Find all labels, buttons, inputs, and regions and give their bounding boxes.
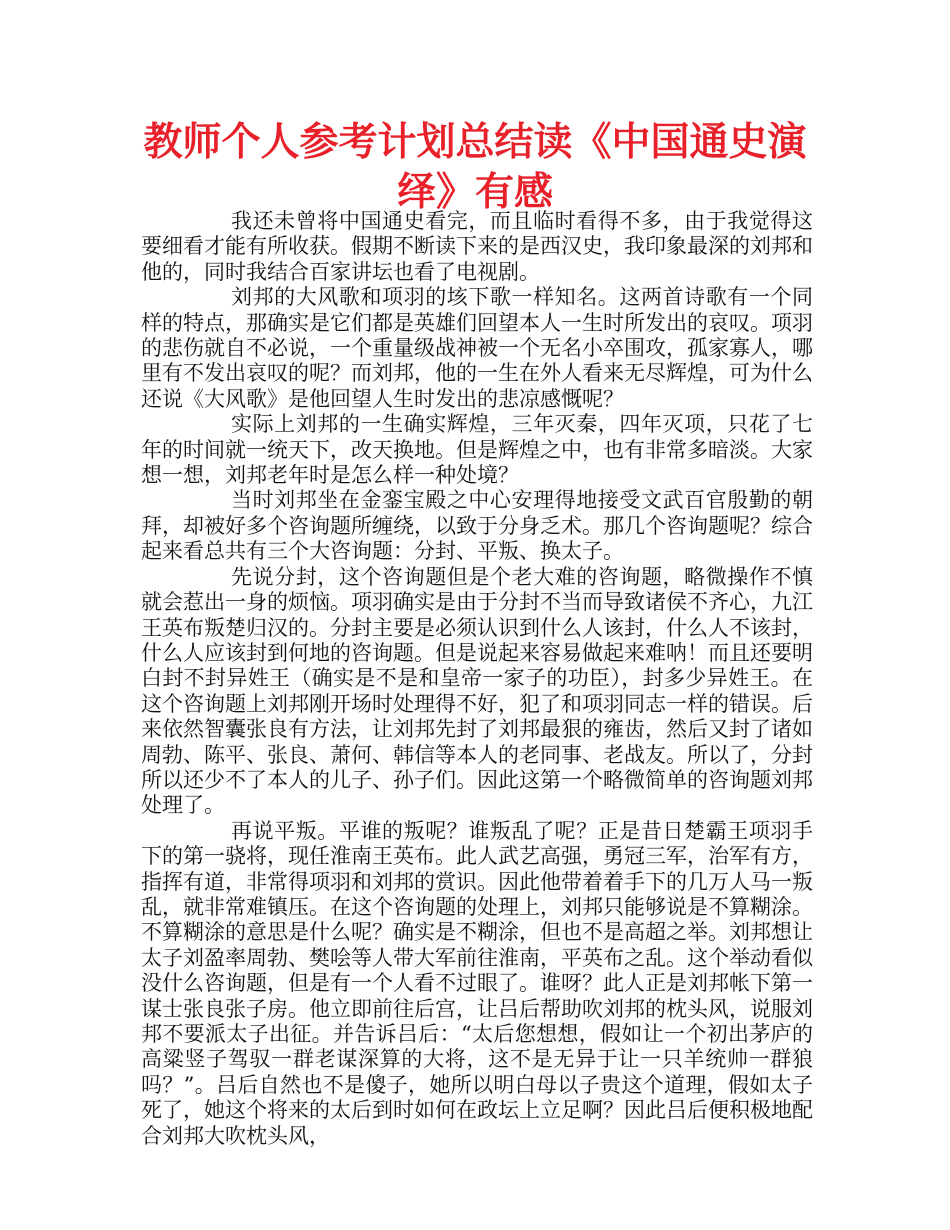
paragraph-5: 先说分封，这个咨询题但是个老大难的咨询题，略微操作不慎就会惹出一身的烦恼。项羽确实是由于分封不当而导致诸侯不齐心，九江王英布叛楚归汉的。分封主要是必须认识到什么人该封，什么人不该封，什么人应该封到何地的咨询题。但是说起来容易做起来难呐！而且还要明白封不封异姓王（确实是不是和皇帝一家子的功臣），封多少异姓王。在这个咨询题上刘邦刚开场时处理得不好，犯了和项羽同志一样的错误。后来依然智囊张良有方法，让刘邦先封了刘邦最狠的雍齿，然后又封了诸如周勃、陈平、张良、萧何、韩信等本人的老同事、老战友。所以了，分封所以还少不了本人的儿子、孙子们。因此这第一个略微简单的咨询题刘邦处理了。 — [141, 564, 813, 818]
document-title: 教师个人参考计划总结读《中国通史演绎》有感 — [143, 120, 807, 215]
paragraph-6: 再说平叛。平谁的叛呢？谁叛乱了呢？正是昔日楚霸王项羽手下的第一骁将，现任淮南王英布。此人武艺高强，勇冠三军，治军有方，指挥有道，非常得项羽和刘邦的赏识。因此他带着着手下的几万人马一叛乱，就非常难镇压。在这个咨询题的处理上，刘邦只能够说是不算糊涂。不算糊涂的意思是什么呢？确实是不糊涂，但也不是高超之举。刘邦想让太子刘盈率周勃、樊哙等人带大军前往淮南，平英布之乱。这个举动看似没什么咨询题，但是有一个人看不过眼了。谁呀？此人正是刘邦帐下第一谋士张良张子房。他立即前往后宫，让吕后帮助吹刘邦的枕头风，说服刘邦不要派太子出征。并告诉吕后：“太后您想想，假如让一个初出茅庐的高粱竖子驾驭一群老谋深算的大将，这不是无异于让一只羊统帅一群狼吗？”。吕后自然也不是傻子，她所以明白母以子贵这个道理，假如太子死了，她这个将来的太后到时如何在政坛上立足啊？因此吕后便积极地配合刘邦大吹枕头风， — [141, 818, 813, 1148]
paragraph-1: 我还未曾将中国通史看完，而且临时看得不多，由于我觉得这要细看才能有所收获。假期不断读下来的是西汉史，我印象最深的刘邦和他的，同时我结合百家讲坛也看了电视剧。 — [141, 209, 813, 284]
paragraph-4: 当时刘邦坐在金銮宝殿之中心安理得地接受文武百官殷勤的朝拜，却被好多个咨询题所缠绕，以致于分身乏术。那几个咨询题呢？综合起来看总共有三个大咨询题：分封、平叛、换太子。 — [141, 488, 813, 564]
paragraph-2: 刘邦的大风歌和项羽的垓下歌一样知名。这两首诗歌有一个同样的特点，那确实是它们都是英雄们回望本人一生时所发出的哀叹。项羽的悲伤就自不必说，一个重量级战神被一个无名小卒围攻，孤家寡人，哪里有不发出哀叹的呢？而刘邦，他的一生在外人看来无尽辉煌，可为什么还说《大风歌》是他回望人生时发出的悲凉感慨呢？ — [141, 285, 813, 411]
paragraph-3: 实际上刘邦的一生确实辉煌，三年灭秦，四年灭项，只花了七年的时间就一统天下，改天换地。但是辉煌之中，也有非常多暗淡。大家想一想，刘邦老年时是怎么样一种处境？ — [141, 412, 813, 488]
document-body — [141, 209, 813, 1149]
